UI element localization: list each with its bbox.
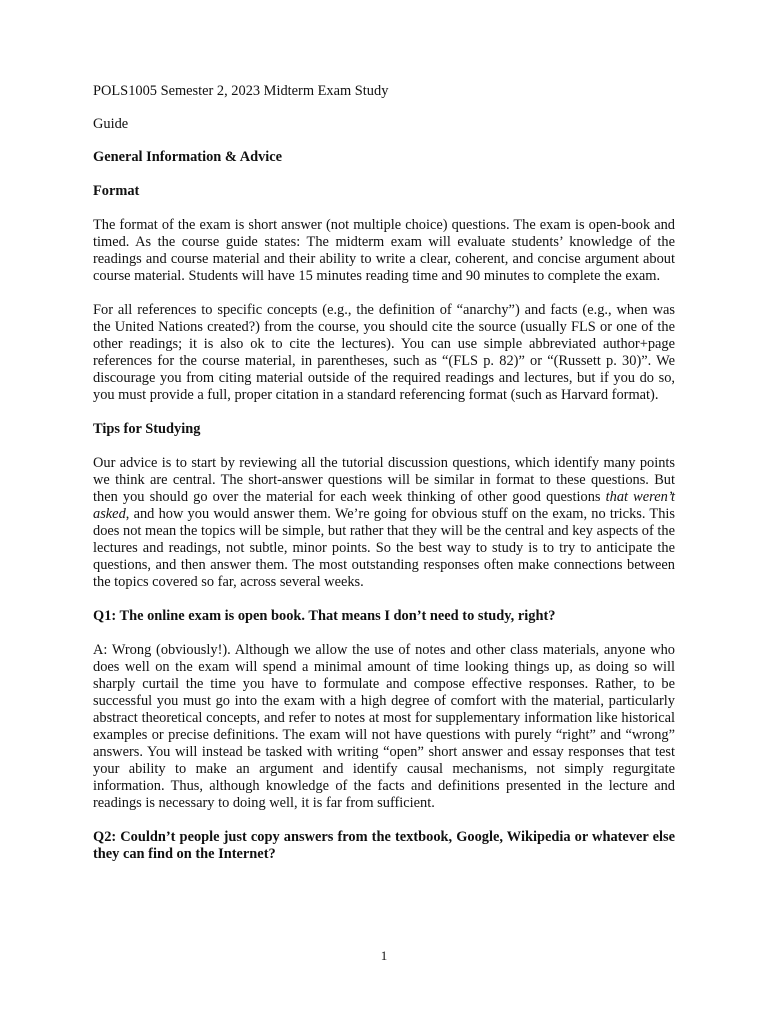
format-paragraph-1: The format of the exam is short answer (not multiple choice) questions. The exam is open-book and timed. As the course guide states: The midterm exam will evaluate students’ knowledge of the readings and course material and their ability to write a clear, coherent, and concise argument about course material. Students will have 15 minutes reading time and 90 minutes to complete the exam.: [93, 217, 675, 284]
tips-paragraph-part-1: Our advice is to start by reviewing all the tutorial discussion questions, which identify many points we think are central. The short-answer questions will be similar in format to these questions. But then you should go over the material for each week thinking of other good questions: [93, 455, 675, 505]
document-title-line-2: Guide: [93, 116, 129, 132]
question-2: Q2: Couldn’t people just copy answers from the textbook, Google, Wikipedia or whatever else they can find on the Internet?: [93, 829, 675, 862]
section-heading-general: General Information & Advice: [93, 149, 283, 165]
question-1: Q1: The online exam is open book. That means I don’t need to study, right?: [93, 608, 556, 624]
section-heading-format: Format: [93, 183, 140, 199]
tips-paragraph-part-2: , and how you would answer them. We’re going for obvious stuff on the exam, no tricks. This does not mean the topics will be simple, but rather that they will be the central and key aspects of the lectures and readings, not subtle, minor points. So the best way to study is to try to anticipate the questions, and then answer them. The most outstanding responses often make connections between the topics covered so far, across several weeks.: [93, 506, 675, 590]
tips-paragraph-italic: that weren’t asked: [93, 489, 675, 522]
document-page: [93, 83, 675, 863]
document-title-line-1: POLS1005 Semester 2, 2023 Midterm Exam Study: [93, 83, 389, 99]
format-paragraph-2: For all references to specific concepts (e.g., the definition of “anarchy”) and facts (e.g., when was the United Nations created?) from the course, you should cite the source (usually FLS or one of the other readings; it is also ok to cite the lectures). You can use simple abbreviated author+page references for the course material, in parentheses, such as “(FLS p. 82)” or “(Russett p. 30)”. We discourage you from citing material outside of the required readings and lectures, but if you do so, you must provide a full, proper citation in a standard referencing format (such as Harvard format).: [93, 302, 675, 403]
tips-paragraph: [93, 455, 675, 591]
section-heading-tips: Tips for Studying: [93, 421, 201, 437]
page-number: 1: [380, 948, 388, 963]
answer-1: A: Wrong (obviously!). Although we allow the use of notes and other class materials, anyone who does well on the exam will spend a minimal amount of time looking things up, as doing so will sharply curtail the time you have to formulate and compose effective responses. Rather, to be successful you must go into the exam with a high degree of comfort with the material, particularly abstract theoretical concepts, and refer to notes at most for supplementary information like historical examples or precise definitions. The exam will not have questions with purely “right” and “wrong” answers. You will instead be tasked with writing “open” short answer and essay responses that test your ability to make an argument and identify causal mechanisms, not simply regurgitate information. Thus, although knowledge of the facts and definitions presented in the lecture and readings is necessary to doing well, it is far from sufficient.: [93, 642, 675, 811]
